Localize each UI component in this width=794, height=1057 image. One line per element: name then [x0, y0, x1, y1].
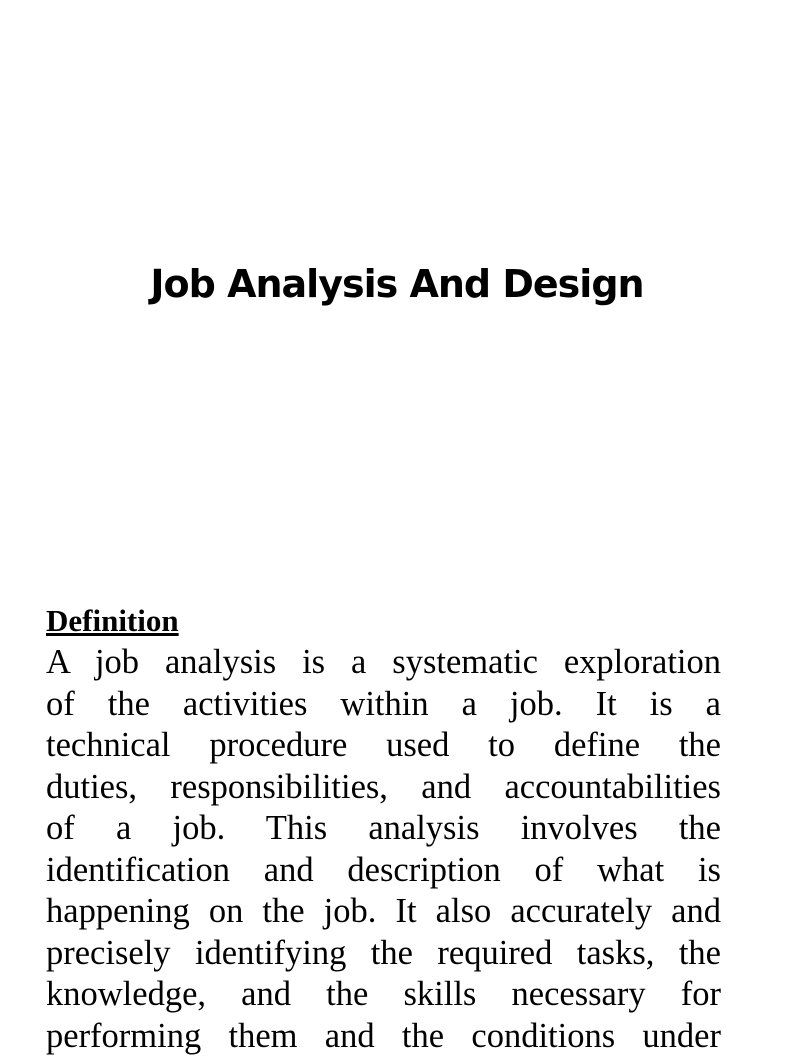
paragraph-line: performing them and the conditions under	[46, 1016, 721, 1057]
paragraph-line: technical procedure used to define the	[46, 725, 721, 767]
section-heading: Definition	[46, 600, 721, 642]
definition-section	[46, 600, 721, 1057]
paragraph-line: of the activities within a job. It is a	[46, 684, 721, 726]
paragraph-line: knowledge, and the skills necessary for	[46, 974, 721, 1016]
paragraph-line: happening on the job. It also accurately and	[46, 891, 721, 933]
paragraph-line: precisely identifying the required tasks, the	[46, 933, 721, 975]
paragraph-line: identification and description of what is	[46, 850, 721, 892]
paragraph-line: of a job. This analysis involves the	[46, 808, 721, 850]
paragraph-line: duties, responsibilities, and accountabilities	[46, 767, 721, 809]
paragraph-line: A job analysis is a systematic exploration	[46, 642, 721, 684]
page-title: Job Analysis And Design	[0, 262, 794, 306]
